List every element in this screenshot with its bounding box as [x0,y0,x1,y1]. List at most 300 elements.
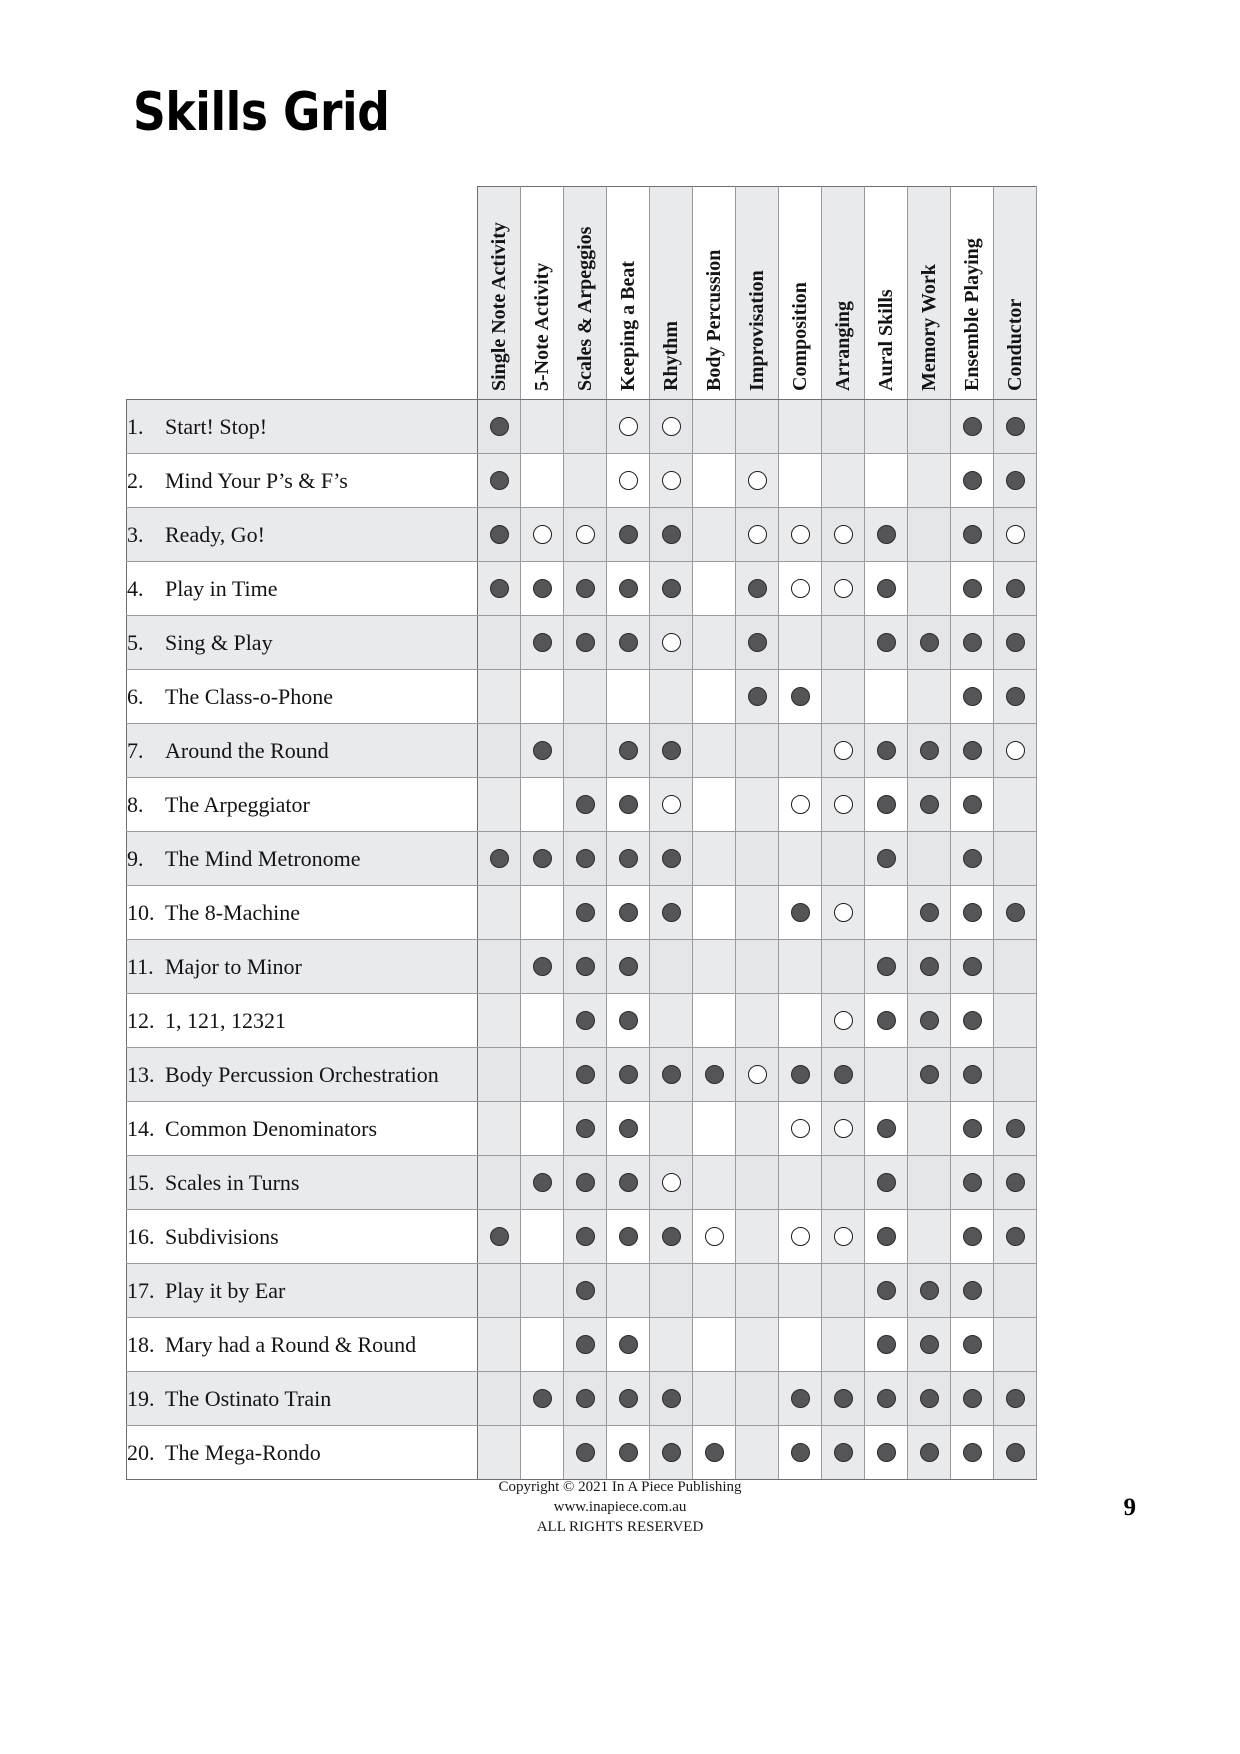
filled-circle-icon [877,957,896,976]
skill-cell [822,994,865,1048]
filled-circle-icon [619,1335,638,1354]
skill-cell [865,1048,908,1102]
skill-cell [822,1048,865,1102]
filled-circle-icon [576,1443,595,1462]
skill-cell [607,778,650,832]
skill-cell [650,886,693,940]
filled-circle-icon [619,1119,638,1138]
skill-cell [607,1264,650,1318]
filled-circle-icon [963,633,982,652]
skill-cell [951,508,994,562]
skill-cell [994,670,1037,724]
column-header-label: Aural Skills [875,289,897,391]
activity-name: The 8-Machine [165,899,300,925]
skill-cell [994,832,1037,886]
skill-cell [951,1426,994,1480]
activity-number: 11. [127,953,154,979]
skill-cell [478,616,521,670]
skill-cell [822,1102,865,1156]
activity-row-label [127,1372,478,1426]
skill-cell [779,454,822,508]
footer-rights: ALL RIGHTS RESERVED [536,1518,704,1535]
skill-cell [478,1372,521,1426]
skill-cell [779,400,822,454]
activity-number: 20. [127,1439,155,1465]
skill-cell [908,1102,951,1156]
skill-cell [478,670,521,724]
skill-cell [736,508,779,562]
skill-cell [779,994,822,1048]
filled-circle-icon [963,741,982,760]
activity-name: 1, 121, 12321 [165,1007,286,1033]
skill-cell [693,508,736,562]
skill-cell [650,1102,693,1156]
skill-cell [779,1264,822,1318]
activity-name: Play in Time [165,575,278,601]
skill-cell [908,454,951,508]
skill-cell [865,1210,908,1264]
column-header [564,187,607,400]
skill-cell [607,886,650,940]
filled-circle-icon [877,795,896,814]
skill-cell [951,1264,994,1318]
skill-cell [521,886,564,940]
filled-circle-icon [748,687,767,706]
table-row [127,940,1037,994]
skill-cell [564,1372,607,1426]
skill-cell [994,994,1037,1048]
skill-cell [650,832,693,886]
filled-circle-icon [877,741,896,760]
skill-cell [951,1102,994,1156]
filled-circle-icon [1006,1173,1025,1192]
filled-circle-icon [963,795,982,814]
hollow-circle-icon [533,525,552,544]
skill-cell [478,508,521,562]
filled-circle-icon [920,1389,939,1408]
filled-circle-icon [1006,903,1025,922]
skill-cell [607,1210,650,1264]
column-header-label: Conductor [1004,298,1026,391]
activity-name: Scales in Turns [165,1169,300,1195]
filled-circle-icon [963,417,982,436]
filled-circle-icon [920,1011,939,1030]
skill-cell [908,940,951,994]
filled-circle-icon [963,525,982,544]
filled-circle-icon [705,1443,724,1462]
skill-cell [779,1318,822,1372]
skill-cell [951,1156,994,1210]
skill-cell [865,1318,908,1372]
skill-cell [736,670,779,724]
skill-cell [478,1048,521,1102]
table-row [127,1102,1037,1156]
table-row [127,508,1037,562]
activity-name: Around the Round [165,737,329,763]
filled-circle-icon [877,1011,896,1030]
filled-circle-icon [1006,417,1025,436]
filled-circle-icon [576,1335,595,1354]
skill-cell [994,1264,1037,1318]
skill-cell [564,1264,607,1318]
skill-cell [564,832,607,886]
skill-cell [650,400,693,454]
activity-row-label [127,886,478,940]
skill-cell [865,1102,908,1156]
skill-cell [908,400,951,454]
filled-circle-icon [533,1389,552,1408]
activity-number: 1. [127,413,144,439]
filled-circle-icon [920,1065,939,1084]
skill-cell [478,400,521,454]
skill-cell [908,994,951,1048]
activity-number: 19. [127,1385,155,1411]
activity-name: Subdivisions [165,1223,279,1249]
table-row [127,778,1037,832]
skill-cell [779,562,822,616]
activity-number: 4. [127,575,144,601]
column-header [650,187,693,400]
activity-row-label [127,616,478,670]
filled-circle-icon [963,903,982,922]
activity-row-label [127,832,478,886]
skill-cell [607,454,650,508]
filled-circle-icon [533,633,552,652]
skill-cell [822,1210,865,1264]
activity-number: 15. [127,1169,155,1195]
activity-row-label [127,670,478,724]
column-header [951,187,994,400]
activity-name: The Mega-Rondo [165,1439,321,1465]
activity-name: The Arpeggiator [165,791,310,817]
skill-cell [564,1048,607,1102]
filled-circle-icon [877,1389,896,1408]
filled-circle-icon [662,849,681,868]
filled-circle-icon [662,903,681,922]
skill-cell [994,886,1037,940]
activity-row-label [127,562,478,616]
skill-cell [865,670,908,724]
skill-cell [994,616,1037,670]
filled-circle-icon [619,1389,638,1408]
table-row [127,1372,1037,1426]
table-row [127,886,1037,940]
filled-circle-icon [877,633,896,652]
activity-name: Sing & Play [165,629,273,655]
skill-cell [779,1372,822,1426]
skill-cell [822,616,865,670]
filled-circle-icon [963,1281,982,1300]
skill-cell [650,670,693,724]
column-header [994,187,1037,400]
filled-circle-icon [1006,687,1025,706]
skill-cell [736,1264,779,1318]
column-header-label: Scales & Arpeggios [574,226,596,391]
skill-cell [693,400,736,454]
activity-number: 14. [127,1115,155,1141]
skill-cell [908,1318,951,1372]
skill-cell [650,778,693,832]
hollow-circle-icon [834,741,853,760]
hollow-circle-icon [834,1119,853,1138]
activity-name: The Class-o-Phone [165,683,334,709]
skill-cell [865,508,908,562]
skill-cell [822,724,865,778]
skill-cell [822,400,865,454]
footer-copyright: Copyright © 2021 In A Piece Publishing [498,1479,742,1495]
skill-cell [607,1156,650,1210]
hollow-circle-icon [791,579,810,598]
filled-circle-icon [533,1173,552,1192]
column-header-label: Composition [789,282,811,391]
hollow-circle-icon [791,1227,810,1246]
skill-cell [951,778,994,832]
table-row [127,1264,1037,1318]
footer-website: www.inapiece.com.au [553,1498,687,1515]
skill-cell [607,1426,650,1480]
hollow-circle-icon [791,525,810,544]
skill-cell [908,1156,951,1210]
skill-cell [521,1318,564,1372]
skill-cell [521,670,564,724]
skill-cell [951,670,994,724]
skill-cell [521,1372,564,1426]
skill-cell [908,508,951,562]
filled-circle-icon [834,1389,853,1408]
skill-cell [650,1318,693,1372]
activity-number: 2. [127,467,144,493]
filled-circle-icon [662,525,681,544]
table-row [127,1156,1037,1210]
skill-cell [650,1264,693,1318]
skill-cell [693,1372,736,1426]
activity-number: 8. [127,791,144,817]
filled-circle-icon [490,1227,509,1246]
filled-circle-icon [619,633,638,652]
column-header-label: Memory Work [918,264,940,391]
skill-cell [994,508,1037,562]
skill-cell [822,508,865,562]
skill-cell [693,616,736,670]
skill-cell [779,778,822,832]
skill-cell [521,940,564,994]
skill-cell [951,940,994,994]
skill-cell [951,1372,994,1426]
hollow-circle-icon [662,1173,681,1192]
skill-cell [736,1426,779,1480]
column-header-label: Improvisation [746,270,768,391]
skill-cell [564,724,607,778]
skill-cell [478,1264,521,1318]
skill-cell [607,832,650,886]
hollow-circle-icon [662,471,681,490]
filled-circle-icon [920,741,939,760]
skill-cell [564,616,607,670]
activity-row-label [127,454,478,508]
skill-cell [521,724,564,778]
activity-row-label [127,1318,478,1372]
skill-cell [951,832,994,886]
skill-cell [564,886,607,940]
hollow-circle-icon [705,1227,724,1246]
filled-circle-icon [920,1443,939,1462]
skill-cell [650,994,693,1048]
skill-cell [822,454,865,508]
activity-row-label [127,724,478,778]
filled-circle-icon [533,741,552,760]
skill-cell [521,454,564,508]
skill-cell [779,832,822,886]
skill-cell [693,1426,736,1480]
skill-cell [478,994,521,1048]
skill-cell [736,454,779,508]
filled-circle-icon [533,957,552,976]
skill-cell [779,616,822,670]
table-row [127,670,1037,724]
footer [0,1478,1240,1537]
skill-cell [908,724,951,778]
skill-cell [650,1048,693,1102]
filled-circle-icon [877,1173,896,1192]
skill-cell [994,1210,1037,1264]
column-header-label: Keeping a Beat [617,261,639,391]
filled-circle-icon [576,903,595,922]
filled-circle-icon [662,1227,681,1246]
skill-cell [607,1102,650,1156]
column-header [908,187,951,400]
skill-cell [478,1210,521,1264]
skill-cell [865,400,908,454]
hollow-circle-icon [791,795,810,814]
skill-cell [478,832,521,886]
skill-cell [908,1210,951,1264]
filled-circle-icon [619,579,638,598]
skill-cell [564,454,607,508]
table-row [127,1048,1037,1102]
skill-cell [779,670,822,724]
skill-cell [736,724,779,778]
skill-cell [564,1102,607,1156]
hollow-circle-icon [748,525,767,544]
filled-circle-icon [791,1065,810,1084]
filled-circle-icon [576,1173,595,1192]
skill-cell [865,1264,908,1318]
filled-circle-icon [791,687,810,706]
page-title: Skills Grid [133,82,390,143]
filled-circle-icon [619,795,638,814]
skill-cell [822,1264,865,1318]
filled-circle-icon [619,1065,638,1084]
skill-cell [865,832,908,886]
skill-cell [951,616,994,670]
skill-cell [865,940,908,994]
table-body [127,400,1037,1480]
table-row [127,1318,1037,1372]
skill-cell [908,1264,951,1318]
skill-cell [564,1156,607,1210]
filled-circle-icon [748,633,767,652]
skill-cell [994,1372,1037,1426]
skill-cell [951,1210,994,1264]
filled-circle-icon [619,903,638,922]
filled-circle-icon [576,1065,595,1084]
skill-cell [564,508,607,562]
skill-cell [607,508,650,562]
hollow-circle-icon [1006,525,1025,544]
table-row [127,832,1037,886]
column-header [478,187,521,400]
filled-circle-icon [963,1389,982,1408]
filled-circle-icon [619,741,638,760]
filled-circle-icon [963,1119,982,1138]
skill-cell [521,778,564,832]
filled-circle-icon [963,1065,982,1084]
filled-circle-icon [490,849,509,868]
filled-circle-icon [920,1281,939,1300]
filled-circle-icon [963,1173,982,1192]
skill-cell [478,778,521,832]
activity-number: 5. [127,629,144,655]
skill-cell [521,400,564,454]
activity-name: The Mind Metronome [165,845,361,871]
skill-cell [951,562,994,616]
skill-cell [693,1264,736,1318]
skill-cell [693,724,736,778]
filled-circle-icon [490,471,509,490]
activity-number: 9. [127,845,144,871]
activity-number: 12. [127,1007,155,1033]
skill-cell [736,994,779,1048]
skill-cell [994,1048,1037,1102]
skill-cell [822,832,865,886]
hollow-circle-icon [834,579,853,598]
filled-circle-icon [920,633,939,652]
filled-circle-icon [1006,1389,1025,1408]
activity-row-label [127,1426,478,1480]
skill-cell [693,562,736,616]
skill-cell [951,400,994,454]
filled-circle-icon [963,471,982,490]
filled-circle-icon [877,525,896,544]
skill-cell [951,454,994,508]
skill-cell [822,562,865,616]
skill-cell [908,616,951,670]
skill-cell [564,940,607,994]
skill-cell [865,616,908,670]
filled-circle-icon [791,903,810,922]
skill-cell [650,1156,693,1210]
activity-row-label [127,400,478,454]
skill-cell [650,940,693,994]
skill-cell [736,940,779,994]
filled-circle-icon [490,525,509,544]
skill-cell [779,1210,822,1264]
skill-cell [521,1264,564,1318]
skill-cell [865,1156,908,1210]
filled-circle-icon [490,417,509,436]
skill-cell [736,832,779,886]
filled-circle-icon [619,525,638,544]
skill-cell [521,1048,564,1102]
activity-row-label [127,1264,478,1318]
filled-circle-icon [533,849,552,868]
skill-cell [779,940,822,994]
skill-cell [693,1156,736,1210]
filled-circle-icon [662,1389,681,1408]
filled-circle-icon [834,1443,853,1462]
skill-cell [521,1210,564,1264]
table-row [127,1210,1037,1264]
